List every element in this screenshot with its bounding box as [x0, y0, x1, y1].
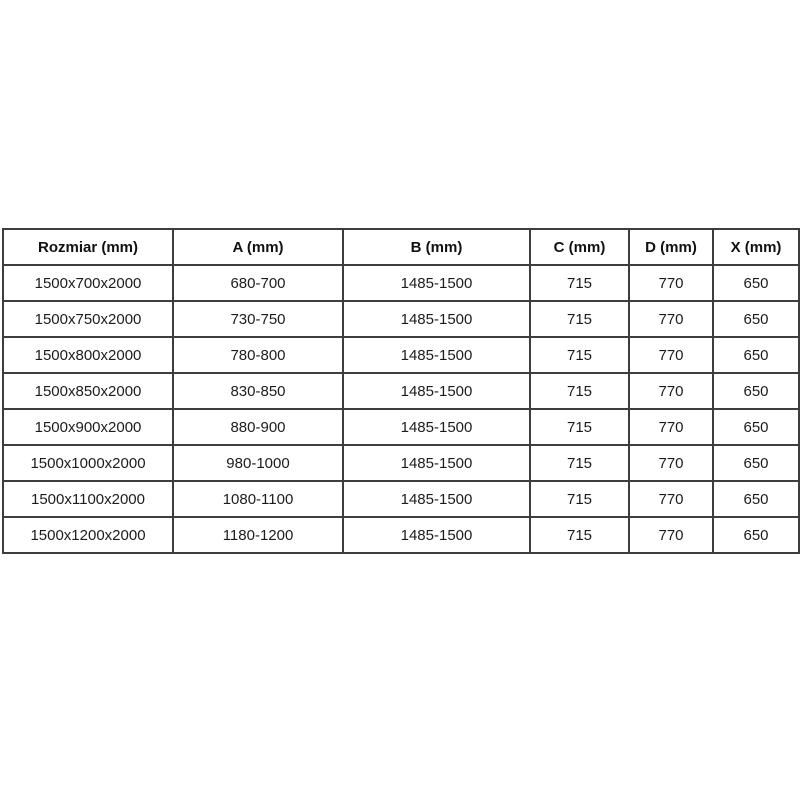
table-cell: 1485-1500 — [343, 301, 530, 337]
table-cell: 770 — [629, 481, 713, 517]
table-cell: 715 — [530, 373, 629, 409]
table-cell: 715 — [530, 481, 629, 517]
table-cell: 715 — [530, 517, 629, 553]
table-cell: 650 — [713, 337, 799, 373]
table-cell: 1485-1500 — [343, 409, 530, 445]
table-cell: 650 — [713, 481, 799, 517]
table-cell: 1485-1500 — [343, 265, 530, 301]
table-cell: 770 — [629, 337, 713, 373]
table-cell: 650 — [713, 301, 799, 337]
table-cell: 650 — [713, 517, 799, 553]
column-header-d: D (mm) — [629, 229, 713, 265]
table-cell: 1500x1000x2000 — [3, 445, 173, 481]
column-header-a: A (mm) — [173, 229, 343, 265]
size-table-container — [2, 228, 798, 554]
column-header-c: C (mm) — [530, 229, 629, 265]
table-cell: 1500x900x2000 — [3, 409, 173, 445]
table-row — [3, 409, 799, 445]
table-cell: 730-750 — [173, 301, 343, 337]
table-cell: 980-1000 — [173, 445, 343, 481]
table-body — [3, 265, 799, 553]
table-cell: 1485-1500 — [343, 373, 530, 409]
table-cell: 770 — [629, 301, 713, 337]
table-row — [3, 265, 799, 301]
table-cell: 770 — [629, 517, 713, 553]
table-cell: 880-900 — [173, 409, 343, 445]
column-header-x: X (mm) — [713, 229, 799, 265]
table-cell: 1500x800x2000 — [3, 337, 173, 373]
table-cell: 770 — [629, 409, 713, 445]
table-cell: 715 — [530, 337, 629, 373]
table-cell: 650 — [713, 373, 799, 409]
table-cell: 1180-1200 — [173, 517, 343, 553]
column-header-rozmiar: Rozmiar (mm) — [3, 229, 173, 265]
table-row — [3, 517, 799, 553]
table-cell: 1500x1100x2000 — [3, 481, 173, 517]
table-row — [3, 301, 799, 337]
table-cell: 1485-1500 — [343, 481, 530, 517]
table-cell: 1500x700x2000 — [3, 265, 173, 301]
table-cell: 770 — [629, 373, 713, 409]
table-cell: 1500x850x2000 — [3, 373, 173, 409]
table-cell: 780-800 — [173, 337, 343, 373]
size-spec-table — [2, 228, 800, 554]
table-cell: 650 — [713, 445, 799, 481]
table-row — [3, 445, 799, 481]
table-cell: 770 — [629, 445, 713, 481]
table-cell: 715 — [530, 301, 629, 337]
table-cell: 715 — [530, 409, 629, 445]
table-cell: 1080-1100 — [173, 481, 343, 517]
table-cell: 1500x1200x2000 — [3, 517, 173, 553]
table-row — [3, 337, 799, 373]
table-row — [3, 373, 799, 409]
table-cell: 770 — [629, 265, 713, 301]
table-cell: 650 — [713, 265, 799, 301]
table-cell: 715 — [530, 265, 629, 301]
table-cell: 650 — [713, 409, 799, 445]
table-cell: 1500x750x2000 — [3, 301, 173, 337]
table-cell: 715 — [530, 445, 629, 481]
table-cell: 1485-1500 — [343, 517, 530, 553]
table-row — [3, 481, 799, 517]
table-cell: 680-700 — [173, 265, 343, 301]
table-cell: 830-850 — [173, 373, 343, 409]
column-header-b: B (mm) — [343, 229, 530, 265]
header-row — [3, 229, 799, 265]
table-cell: 1485-1500 — [343, 337, 530, 373]
table-cell: 1485-1500 — [343, 445, 530, 481]
